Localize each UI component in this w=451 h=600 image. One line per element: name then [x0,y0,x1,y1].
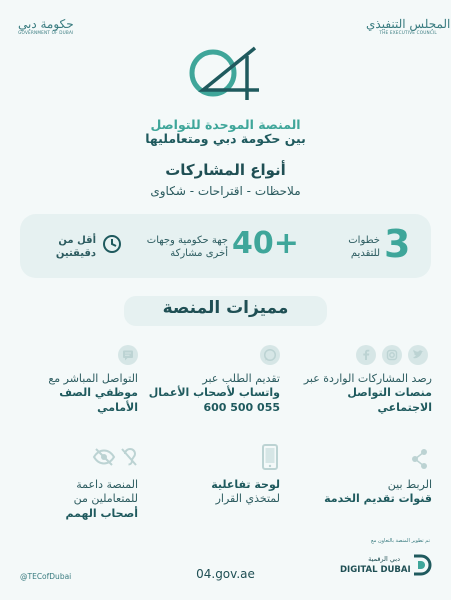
accessibility-icons [92,446,140,470]
feature-whatsapp [148,372,280,415]
feature-accessibility [20,478,138,521]
tablet-icon [262,444,278,470]
executive-council-logo [366,18,450,36]
time-label [28,234,96,260]
feature-social-monitoring-line-1: رصد المشاركات الواردة عبر [303,372,432,385]
executive-council-logo-arabic: المجلس التنفيذي [366,17,451,31]
steps-count: 3 [384,222,411,266]
time-label-line-1: أقل من [58,235,96,246]
platform-04-logo [189,44,265,102]
feature-accessibility-line-1: المنصة داعمة [76,478,138,491]
feature-accessibility-line-2: للمتعاملين من [73,492,138,506]
steps-label-line-1: خطوات [348,235,380,246]
developed-with-credit: تم تطوير المنصة بالتعاون مع [371,538,430,544]
entities-label [132,234,228,260]
share-icon [410,448,430,470]
executive-council-logo-english: THE EXECUTIVE COUNCIL [379,30,437,36]
feature-social-monitoring-line-3: الاجتماعي [377,400,432,414]
gov-dubai-logo-arabic: حكومة دبي [18,17,74,31]
stats-panel [20,214,431,278]
slogan-line-2: بين حكومة دبي ومتعامليها [145,130,306,146]
social-handle[interactable]: @TECofDubai [20,572,72,581]
participation-types-title: أنواع المشاركات [165,161,286,179]
feature-channel-linking-line-2: قنوات تقديم الخدمة [324,492,432,506]
entities-count: 40+ [232,226,299,261]
slogan [0,118,451,146]
digital-dubai-arabic: دبي الرقمية [368,555,400,563]
feature-whatsapp-line-1: تقديم الطلب عبر [202,372,280,385]
participation-types-list: ملاحظات - اقتراحات - شكاوى [150,184,301,198]
website-url[interactable]: 04.gov.ae [196,567,255,581]
slogan-line-1: المنصة الموحدة للتواصل [150,117,301,132]
chat-icon [118,345,138,365]
hidden-eye-icon [92,446,116,468]
feature-channel-linking-line-1: الربط بين [387,478,432,491]
whatsapp-number: 600 500 055 [203,400,280,414]
facebook-icon [356,345,376,365]
feature-direct-contact-line-3: الأمامي [97,400,138,414]
instagram-icon [382,345,402,365]
feature-whatsapp-line-2: واتساب لأصحاب الأعمال [148,386,280,400]
feature-accessibility-line-3: أصحاب الهمم [65,506,138,520]
feature-social-monitoring [290,372,432,415]
feature-dashboard-line-1: لوحة تفاعلية [211,478,280,491]
entities-label-line-2: أخرى مشاركة [170,248,228,259]
feature-social-monitoring-line-2: منصات التواصل [347,386,432,400]
features-title: مميزات المنصة [162,298,289,318]
digital-dubai-english: DIGITAL DUBAI [340,565,411,575]
feature-channel-linking [300,478,432,507]
gov-dubai-logo [18,18,74,36]
gov-dubai-logo-english: GOVERNMENT OF DUBAI [18,30,74,36]
no-sound-icon [118,446,140,468]
feature-direct-contact-line-1: التواصل المباشر مع [48,372,138,385]
feature-dashboard [158,478,280,507]
feature-direct-contact [20,372,138,415]
social-icons [354,345,432,367]
clock-icon [102,234,122,254]
twitter-icon [408,345,428,365]
whatsapp-icon [260,345,280,365]
entities-label-line-1: جهة حكومية وجهات [146,235,228,246]
steps-label-line-2: للتقديم [350,248,380,259]
feature-dashboard-line-2: لمتخذي القرار [215,492,280,506]
feature-direct-contact-line-2: موظفي الصف [59,386,138,400]
steps-label [318,234,380,260]
time-label-line-2: دقيقتين [55,248,96,259]
